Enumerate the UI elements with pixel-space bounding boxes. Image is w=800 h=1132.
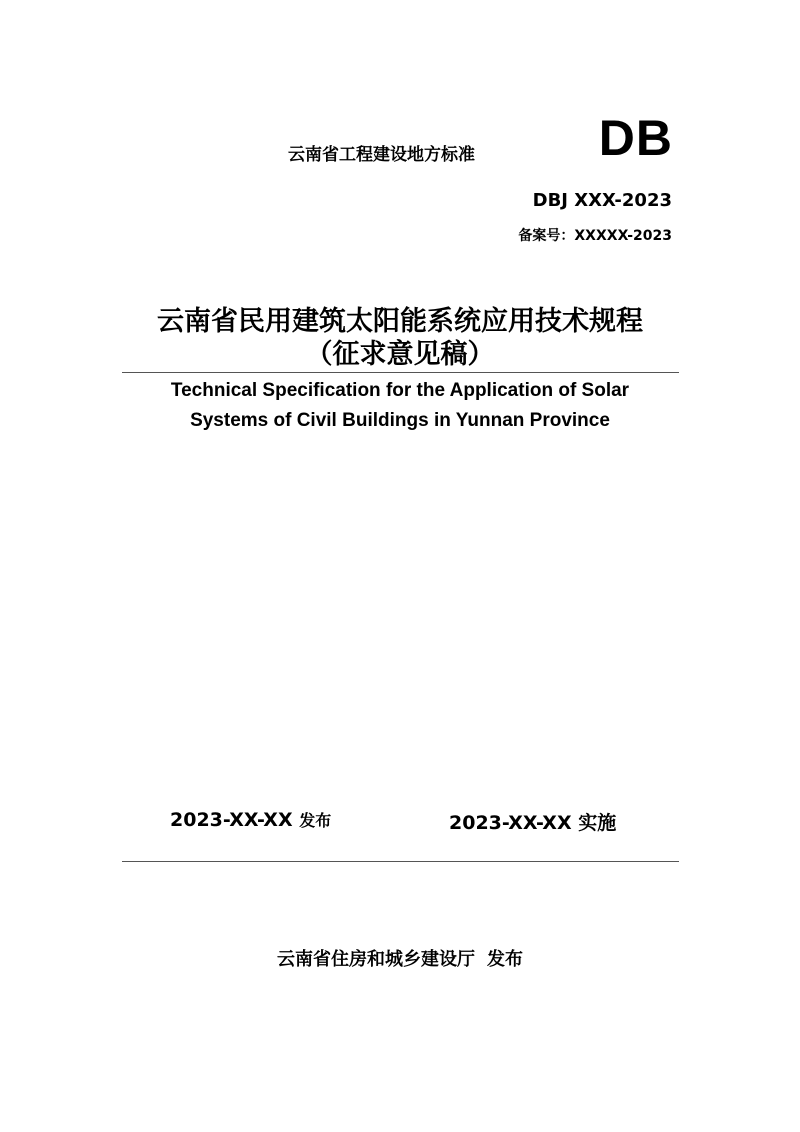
implement-date-block [449, 808, 616, 835]
implement-label: 实施 [578, 812, 617, 834]
standard-category: 云南省工程建设地方标准 [288, 145, 475, 165]
implement-date: 2023-XX-XX [449, 812, 572, 834]
filing-number: 备案号：XXXXX-2023 [518, 228, 672, 244]
publisher-name: 云南省住房和城乡建设厅 [277, 949, 475, 970]
title-divider [122, 372, 679, 373]
english-title-line-2: Systems of Civil Buildings in Yunnan Province [190, 410, 610, 431]
publish-label: 发布 [487, 949, 523, 970]
standard-number: DBJ XXX-2023 [532, 190, 672, 211]
db-mark: DB [598, 110, 673, 166]
english-title-line-1: Technical Specification for the Application of Solar [170, 380, 630, 401]
english-title [0, 376, 800, 436]
document-title: 云南省民用建筑太阳能系统应用技术规程 [157, 306, 643, 337]
publisher-line [0, 945, 800, 971]
issue-label: 发布 [299, 811, 332, 830]
date-divider [122, 861, 679, 862]
issue-date: 2023-XX-XX [170, 809, 293, 831]
issue-date-block [170, 808, 331, 831]
draft-note: （征求意见稿） [305, 339, 495, 370]
